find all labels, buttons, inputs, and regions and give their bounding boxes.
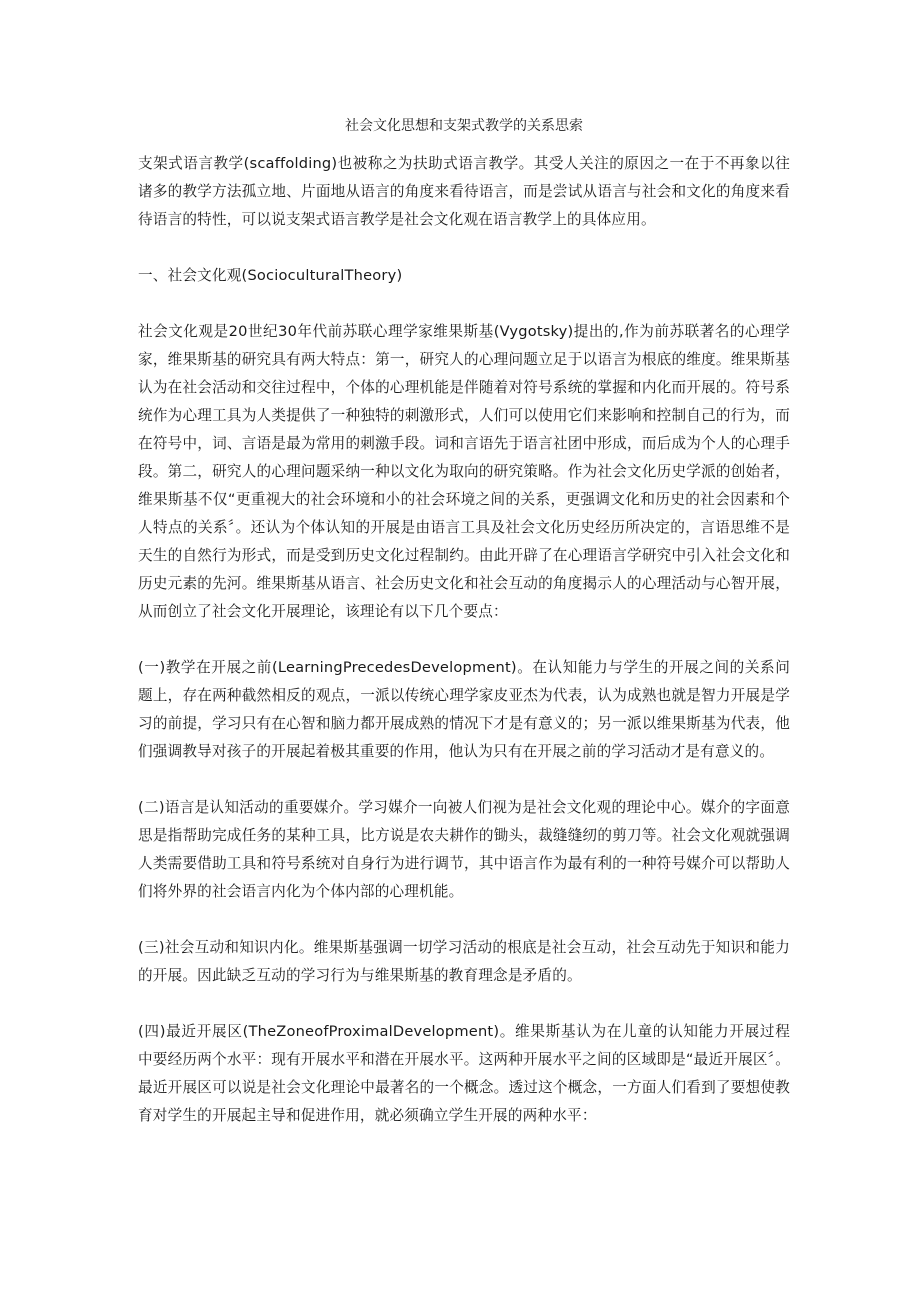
document-title: 社会文化思想和支架式教学的关系思索 bbox=[345, 118, 583, 134]
point-1-paragraph: (一)教学在开展之前(LearningPrecedesDevelopment)。在认知能力与学生的开展之间的关系问题上，存在两种截然相反的观点，一派以传统心理学家皮亚杰为代表，认为成熟也就是智力开展是学习的前提，学习只有在心智和脑力都开展成熟的情况下才是有意义的；另一派以维果斯基为代表，他们强调教导对孩子的开展起着极其重要的作用，他认为只有在开展之前的学习活动才是有意义的。 bbox=[138, 659, 790, 760]
document-page bbox=[138, 112, 790, 1130]
intro-paragraph: 支架式语言教学(scaffolding)也被称之为扶助式语言教学。其受人关注的原因之一在于不再象以往诸多的教学方法孤立地、片面地从语言的角度来看待语言，而是尝试从语言与社会和文化的角度来看待语言的特性，可以说支架式语言教学是社会文化观在语言教学上的具体应用。 bbox=[138, 155, 790, 228]
point-4-paragraph: (四)最近开展区(TheZoneofProximalDevelopment)。维果斯基认为在儿童的认知能力开展过程中要经历两个水平：现有开展水平和潜在开展水平。这两种开展水平之间的区域即是“最近开展区〞。最近开展区可以说是社会文化理论中最著名的一个概念。透过这个概念，一方面人们看到了要想使教育对学生的开展起主导和促进作用，就必须确立学生开展的两种水平： bbox=[138, 1023, 790, 1124]
section-heading: 一、社会文化观(SocioculturalTheory) bbox=[138, 267, 403, 284]
point-3-paragraph: (三)社会互动和知识内化。维果斯基强调一切学习活动的根底是社会互动，社会互动先于知识和能力的开展。因此缺乏互动的学习行为与维果斯基的教育理念是矛盾的。 bbox=[138, 939, 790, 984]
section-body-paragraph: 社会文化观是20世纪30年代前苏联心理学家维果斯基(Vygotsky)提出的,作为前苏联著名的心理学家，维果斯基的研究具有两大特点：第一，研究人的心理问题立足于以语言为根底的维度。维果斯基认为在社会活动和交往过程中，个体的心理机能是伴随着对符号系统的掌握和内化而开展的。符号系统作为心理工具为人类提供了一种独特的刺激形式，人们可以使用它们来影响和控制自己的行为，而在符号中，词、言语是最为常用的刺激手段。词和言语先于语言社团中形成，而后成为个人的心理手段。第二，研究人的心理问题采纳一种以文化为取向的研究策略。作为社会文化历史学派的创始者，维果斯基不仅“更重视大的社会环境和小的社会环境之间的关系，更强调文化和历史的社会因素和个人特点的关系〞。还认为个体认知的开展是由语言工具及社会文化历史经历所决定的，言语思维不是天生的自然行为形式，而是受到历史文化过程制约。由此开辟了在心理语言学研究中引入社会文化和历史元素的先河。维果斯基从语言、社会历史文化和社会互动的角度揭示人的心理活动与心智开展，从而创立了社会文化开展理论，该理论有以下几个要点： bbox=[138, 323, 790, 620]
point-2-paragraph: (二)语言是认知活动的重要媒介。学习媒介一向被人们视为是社会文化观的理论中心。媒介的字面意思是指帮助完成任务的某种工具，比方说是农夫耕作的锄头，裁缝缝纫的剪刀等。社会文化观就强调人类需要借助工具和符号系统对自身行为进行调节，其中语言作为最有利的一种符号媒介可以帮助人们将外界的社会语言内化为个体内部的心理机能。 bbox=[138, 799, 790, 900]
